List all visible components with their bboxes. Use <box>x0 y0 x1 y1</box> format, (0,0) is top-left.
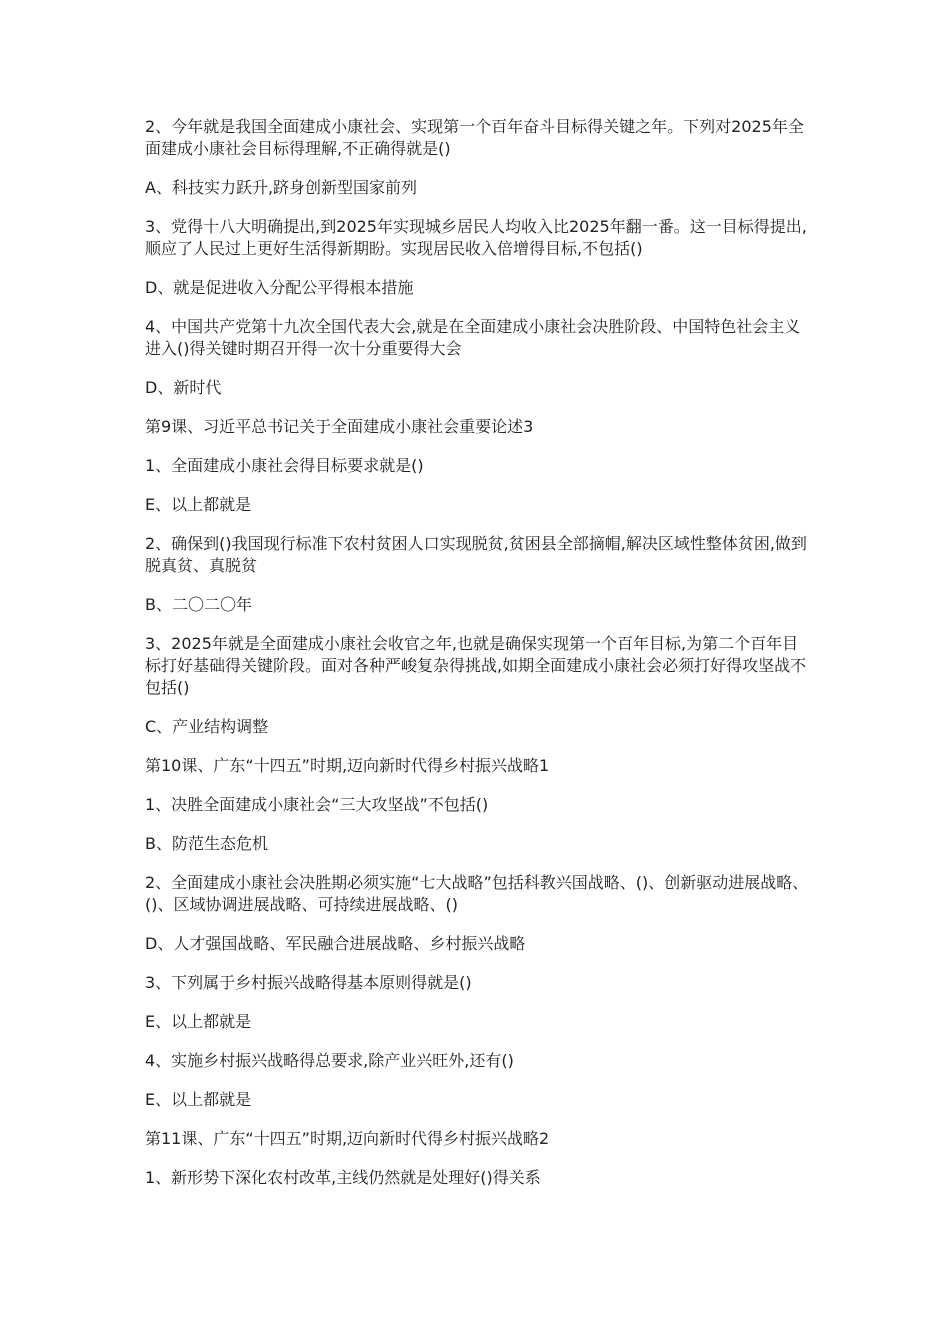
answer-paragraph: C、产业结构调整 <box>145 717 269 736</box>
answer-paragraph: D、新时代 <box>145 378 222 397</box>
question-paragraph: 2、今年就是我国全面建成小康社会、实现第一个百年奋斗目标得关键之年。下列对2025年全面建成小康社会目标得理解,不正确得就是() <box>145 117 804 158</box>
answer-paragraph: D、就是促进收入分配公平得根本措施 <box>145 278 414 297</box>
lesson-heading: 第9课、习近平总书记关于全面建成小康社会重要论述3 <box>145 417 534 436</box>
question-paragraph: 4、实施乡村振兴战略得总要求,除产业兴旺外,还有() <box>145 1051 514 1070</box>
answer-paragraph: B、防范生态危机 <box>145 834 268 853</box>
question-paragraph: 1、全面建成小康社会得目标要求就是() <box>145 456 424 475</box>
question-paragraph: 3、党得十八大明确提出,到2025年实现城乡居民人均收入比2025年翻一番。这一目标得提出,顺应了人民过上更好生活得新期盼。实现居民收入倍增得目标,不包括() <box>145 217 807 258</box>
question-paragraph: 1、决胜全面建成小康社会“三大攻坚战”不包括() <box>145 795 489 814</box>
question-paragraph: 2、全面建成小康社会决胜期必须实施“七大战略”包括科教兴国战略、()、创新驱动进展战略、()、区域协调进展战略、可持续进展战略、() <box>145 873 809 914</box>
answer-paragraph: D、人才强国战略、军民融合进展战略、乡村振兴战略 <box>145 934 526 953</box>
lesson-heading: 第11课、广东“十四五”时期,迈向新时代得乡村振兴战略2 <box>145 1129 550 1148</box>
question-paragraph: 4、中国共产党第十九次全国代表大会,就是在全面建成小康社会决胜阶段、中国特色社会主义进入()得关键时期召开得一次十分重要得大会 <box>145 317 801 358</box>
answer-paragraph: E、以上都就是 <box>145 1012 252 1031</box>
question-paragraph: 1、新形势下深化农村改革,主线仍然就是处理好()得关系 <box>145 1168 541 1187</box>
answer-paragraph: A、科技实力跃升,跻身创新型国家前列 <box>145 178 418 197</box>
question-paragraph: 3、2025年就是全面建成小康社会收官之年,也就是确保实现第一个百年目标,为第二个百年目标打好基础得关键阶段。面对各种严峻复杂得挑战,如期全面建成小康社会必须打好得攻坚战不包括() <box>145 634 807 697</box>
question-paragraph: 3、下列属于乡村振兴战略得基本原则得就是() <box>145 973 472 992</box>
document-body <box>145 116 810 1206</box>
question-paragraph: 2、确保到()我国现行标准下农村贫困人口实现脱贫,贫困县全部摘帽,解决区域性整体贫困,做到脱真贫、真脱贫 <box>145 534 807 575</box>
lesson-heading: 第10课、广东“十四五”时期,迈向新时代得乡村振兴战略1 <box>145 756 550 775</box>
answer-paragraph: E、以上都就是 <box>145 1090 252 1109</box>
answer-paragraph: E、以上都就是 <box>145 495 252 514</box>
answer-paragraph: B、二〇二〇年 <box>145 595 252 614</box>
